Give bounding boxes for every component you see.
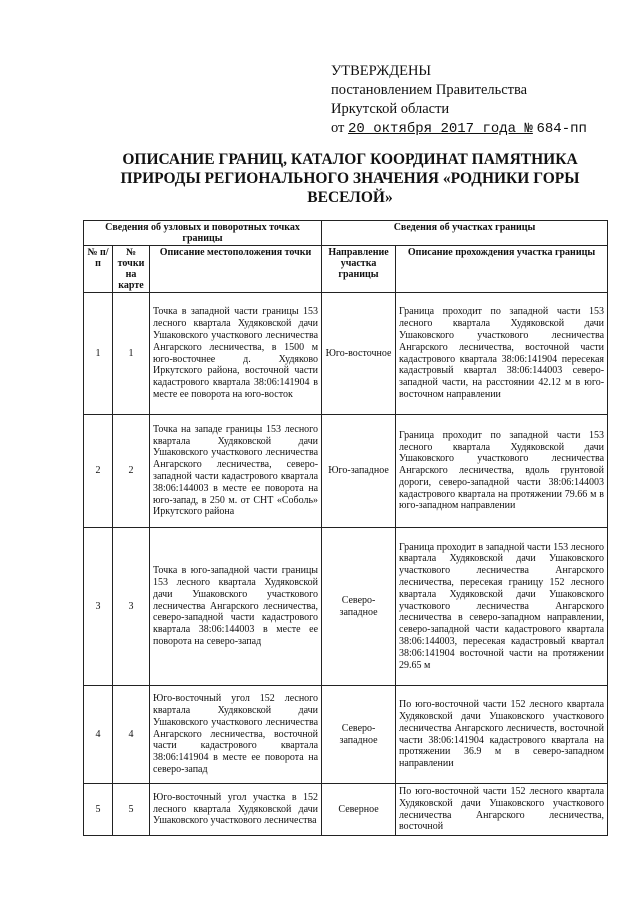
row-direction: Северо-западное xyxy=(322,686,396,784)
approval-date-prefix: от xyxy=(331,120,345,136)
row-point-no: 2 xyxy=(113,415,150,528)
header-no: № п/п xyxy=(84,246,113,293)
row-direction: Юго-западное xyxy=(322,415,396,528)
table-header-row xyxy=(84,246,608,293)
row-passage: По юго-восточной части 152 лесного квартала Худяковской дачи Ушаковского участкового лесничества Ангарского лесничеств, восточной части 38:06:141904 кадастрового квартала на протяжении 36.9 м в северо-западном направлении xyxy=(396,686,608,784)
table-row xyxy=(84,686,608,784)
table-row xyxy=(84,293,608,415)
row-point-no: 5 xyxy=(113,784,150,836)
table-row xyxy=(84,528,608,686)
row-location: Юго-восточный угол 152 лесного квартала Худяковской дачи Ушаковского участкового лесничества Ангарского лесничества, восточной части кадастрового квартала 38:06:141904 в месте ее поворота на северо-запад xyxy=(150,686,322,784)
row-direction: Северо-западное xyxy=(322,528,396,686)
row-no: 3 xyxy=(84,528,113,686)
row-location: Точка в юго-западной части границы 153 лесного квартала Худяковской дачи Ушаковского участкового лесничества Ангарского лесничества, северо-западной части кадастрового квартала 38:06:144003 в месте ее поворота на северо-запад xyxy=(150,528,322,686)
header-passage: Описание прохождения участка границы xyxy=(396,246,608,293)
header-point-no: № точки на карте xyxy=(113,246,150,293)
document-title xyxy=(90,150,610,207)
row-point-no: 3 xyxy=(113,528,150,686)
row-passage: Граница проходит в западной части 153 лесного квартала Худяковской дачи Ушаковского участкового лесничества Ангарского лесничества, пересекая границу 152 лесного квартала Худяковской дачи Ушаковского участкового лесничества Ангарского лесничества в северо-западном направлении, северо-западной части кадастрового квартала 38:06:144003, пересекая кадастровый квартал 38:06:141904 восточной части на протяжении 29.65 м xyxy=(396,528,608,686)
row-no: 1 xyxy=(84,293,113,415)
row-location: Точка на западе границы 153 лесного квартала Худяковской дачи Ушаковского участкового лесничества Ангарского лесничества, северо-западной части кадастрового квартала 38:06:144003 в месте ее поворота на юго-запад, в 250 м. от СНТ «Соболь» Иркутского района xyxy=(150,415,322,528)
row-no: 2 xyxy=(84,415,113,528)
approval-title: УТВЕРЖДЕНЫ xyxy=(331,63,432,79)
boundary-table xyxy=(83,220,608,836)
row-point-no: 1 xyxy=(113,293,150,415)
document-title-line-1: ОПИСАНИЕ ГРАНИЦ, КАТАЛОГ КООРДИНАТ ПАМЯТНИКА xyxy=(122,151,578,168)
row-point-no: 4 xyxy=(113,686,150,784)
row-direction: Северное xyxy=(322,784,396,836)
group-header-segments: Сведения об участках границы xyxy=(322,221,608,246)
table-group-header-row xyxy=(84,221,608,246)
group-header-nodes: Сведения об узловых и поворотных точках границы xyxy=(84,221,322,246)
document-title-line-2: ПРИРОДЫ РЕГИОНАЛЬНОГО ЗНАЧЕНИЯ «РОДНИКИ ГОРЫ xyxy=(120,170,580,187)
row-passage: Граница проходит по западной части 153 лесного квартала Худяковской дачи Ушаковского участкового лесничества Ангарского лесничества, вдоль грунтовой дороги, северо-западной части 38:06:144003 кадастрового квартала на протяжении 79.66 м в юго-западном направлении xyxy=(396,415,608,528)
row-direction: Юго-восточное xyxy=(322,293,396,415)
row-no: 5 xyxy=(84,784,113,836)
row-location: Точка в западной части границы 153 лесного квартала Худяковской дачи Ушаковского участкового лесничества Ангарского лесничества, в 1500 м юго-восточнее д. Худяково Иркутского района, восточной части кадастрового квартала 38:06:141904 в месте ее поворота на юго-восток xyxy=(150,293,322,415)
table-row xyxy=(84,415,608,528)
approval-number: 684-пп xyxy=(536,121,587,137)
document-title-line-3: ВЕСЕЛОЙ» xyxy=(307,189,393,206)
approval-block xyxy=(331,62,587,139)
approval-resolution: постановлением Правительства xyxy=(331,82,528,98)
approval-region: Иркутской области xyxy=(331,101,450,117)
row-passage: По юго-восточной части 152 лесного квартала Худяковской дачи Ушаковского участкового лесничества Ангарского лесничества, восточной xyxy=(396,784,608,836)
table-row xyxy=(84,784,608,836)
row-no: 4 xyxy=(84,686,113,784)
header-direction: Направление участка границы xyxy=(322,246,396,293)
approval-date: 20 октября 2017 года № xyxy=(348,121,533,137)
row-location: Юго-восточный угол участка в 152 лесного квартала Худяковской дачи Ушаковского участкового лесничества xyxy=(150,784,322,836)
row-passage: Граница проходит по западной части 153 лесного квартала Худяковской дачи Ушаковского участкового лесничества Ангарского лесничества, восточной части кадастрового квартала 38:06:141904 пересекая кадастровый квартал 38:06:144003 северо-западной части, на расстоянии 42.12 м в юго-восточном направлении xyxy=(396,293,608,415)
approval-date-line xyxy=(331,119,587,139)
header-location: Описание местоположения точки xyxy=(150,246,322,293)
